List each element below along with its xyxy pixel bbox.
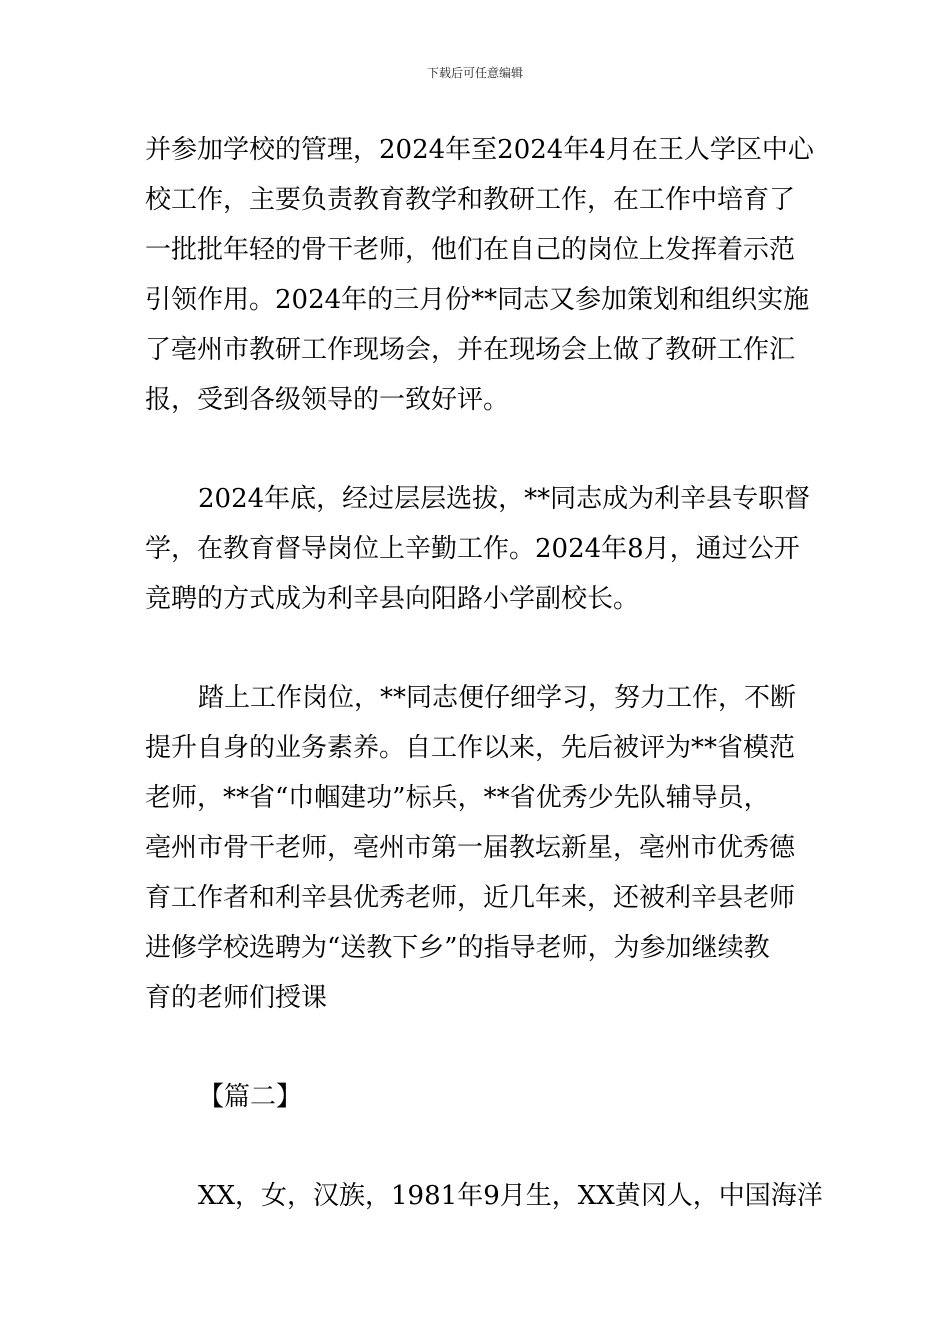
paragraph-1-line-2: 校工作，主要负责教育教学和教研工作，在工作中培育了	[145, 185, 796, 215]
paragraph-3-line-3: 老师，**省“巾帼建功”标兵，**省优秀少先队辅导员，	[145, 783, 770, 813]
paragraph-3-line-1: 踏上工作岗位，**同志便仔细学习，努力工作，不断	[198, 683, 797, 713]
paragraph-1-line-4: 引领作用。2024年的三月份**同志又参加策划和组织实施	[145, 285, 810, 315]
paragraph-1-line-1: 并参加学校的管理，2024年至2024年4月在王人学区中心	[145, 135, 814, 165]
paragraph-1-line-3: 一批批年轻的骨干老师，他们在自己的岗位上发挥着示范	[145, 235, 796, 265]
paragraph-3-line-5: 育工作者和利辛县优秀老师，近几年来，还被利辛县老师	[145, 883, 796, 913]
paragraph-1-line-6: 报，受到各级领导的一致好评。	[145, 385, 510, 415]
paragraph-2-line-2: 学，在教育督导岗位上辛勤工作。2024年8月，通过公开	[145, 534, 800, 564]
paragraph-3-line-6: 进修学校选聘为“送教下乡”的指导老师，为参加继续教	[145, 933, 770, 963]
paragraph-3-line-4: 亳州市骨干老师，亳州市第一届教坛新星，亳州市优秀德	[145, 833, 796, 863]
section-heading: 【篇二】	[198, 1082, 303, 1112]
paragraph-3-line-7: 育的老师们授课	[145, 983, 328, 1013]
paragraph-3-line-2: 提升自身的业务素养。自工作以来，先后被评为**省模范	[145, 733, 796, 763]
paragraph-2-line-3: 竞聘的方式成为利辛县向阳路小学副校长。	[145, 584, 640, 614]
paragraph-2-line-1: 2024年底，经过层层选拔，**同志成为利辛县专职督	[198, 484, 811, 514]
paragraph-5-line-1: XX，女，汉族，1981年9月生，XX黄冈人，中国海洋	[198, 1181, 823, 1211]
paragraph-1-line-5: 了亳州市教研工作现场会，并在现场会上做了教研工作汇	[145, 335, 796, 365]
page-header: 下载后可任意编辑	[426, 66, 523, 80]
